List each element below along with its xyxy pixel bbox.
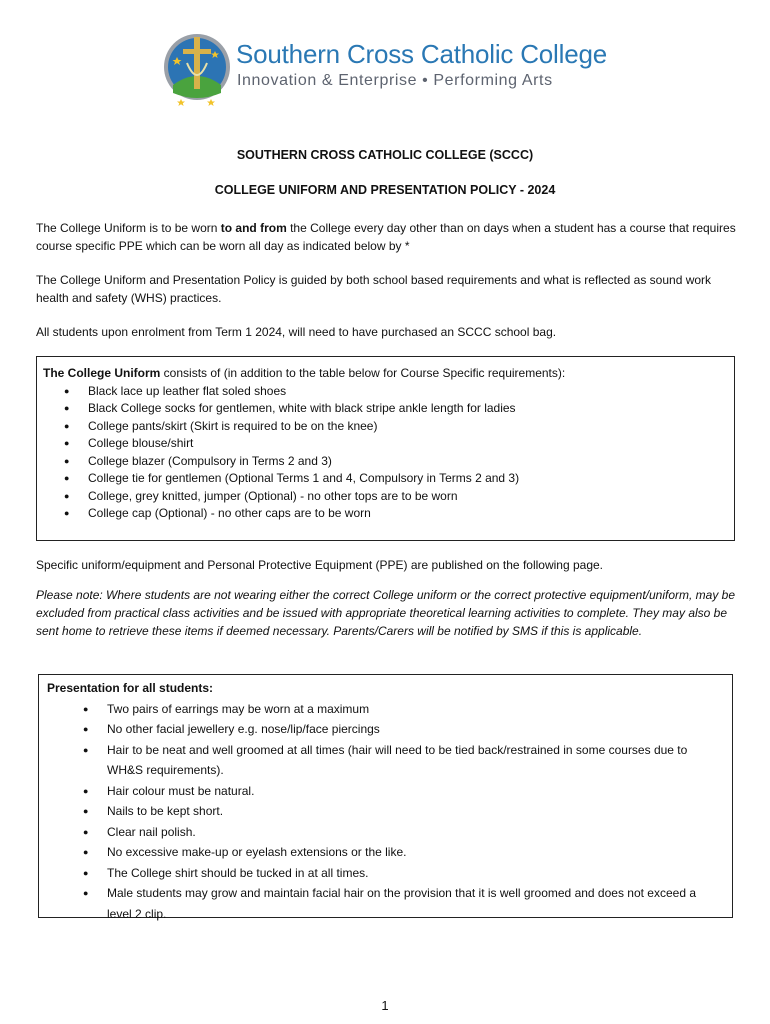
list-item: ● College, grey knitted, jumper (Optional) - no other tops are to be worn xyxy=(43,488,734,506)
presentation-box-title-text: Presentation for all students: xyxy=(47,681,214,695)
list-item: ● College blazer (Compulsory in Terms 2 and 3) xyxy=(43,453,734,471)
list-item: ● The College shirt should be tucked in at all times. xyxy=(47,863,732,884)
ppe-paragraph: Specific uniform/equipment and Personal Protective Equipment (PPE) are published on the following page. xyxy=(36,558,603,572)
uniform-box xyxy=(36,356,735,541)
college-crest-icon xyxy=(163,27,231,112)
list-item: ● Hair colour must be natural. xyxy=(47,781,732,802)
uniform-box-intro: consists of (in addition to the table below for Course Specific requirements): xyxy=(160,366,566,380)
uniform-list xyxy=(43,383,734,523)
list-item: ● Nails to be kept short. xyxy=(47,801,732,822)
page-number: 1 xyxy=(381,998,389,1013)
intro-text-a: The College Uniform is to be worn xyxy=(36,221,221,235)
document-title: SOUTHERN CROSS CATHOLIC COLLEGE (SCCC) xyxy=(236,148,534,162)
logo-tagline: Innovation & Enterprise • Performing Arts xyxy=(237,72,553,89)
note-paragraph: Please note: Where students are not wearing either the correct College uniform or the correct protective equipment/uniform, may be excluded from practical class activities and be issued with appropriate theoretical learning activities to complete. They may also be sent home to retrieve these items if deemed necessary. Parents/Carers will be notified by SMS if this is applicable. xyxy=(36,588,736,638)
list-item: ● College tie for gentlemen (Optional Terms 1 and 4, Compulsory in Terms 2 and 3) xyxy=(43,470,734,488)
list-item: ● College blouse/shirt xyxy=(43,435,734,453)
policy-paragraph: The College Uniform and Presentation Policy is guided by both school based requirements and what is reflected as sound work health and safety (WHS) practices. xyxy=(36,273,712,305)
list-item: ● Male students may grow and maintain facial hair on the provision that it is well groomed and does not exceed a level 2 clip. xyxy=(47,883,732,924)
college-logo xyxy=(163,27,613,112)
presentation-list xyxy=(47,699,732,925)
intro-text-c: the College every day other than on days when a student has a course that requires course specific PPE which can be worn all day as indicated below by * xyxy=(36,221,736,253)
intro-paragraph xyxy=(36,219,736,255)
list-item: ● Clear nail polish. xyxy=(47,822,732,843)
document-subtitle: COLLEGE UNIFORM AND PRESENTATION POLICY - 2024 xyxy=(214,183,556,197)
list-item: ● College pants/skirt (Skirt is required to be on the knee) xyxy=(43,418,734,436)
uniform-box-heading xyxy=(43,365,734,383)
presentation-box xyxy=(38,674,733,921)
list-item: ● Hair to be neat and well groomed at all times (hair will need to be tied back/restrained in some courses due to WH&S requirements). xyxy=(47,740,732,781)
logo-college-name: Southern Cross Catholic College xyxy=(236,39,607,69)
list-item: ● College cap (Optional) - no other caps are to be worn xyxy=(43,505,734,523)
list-item: ● No excessive make-up or eyelash extensions or the like. xyxy=(47,842,732,863)
list-item: ● Black lace up leather flat soled shoes xyxy=(43,383,734,401)
school-bag-paragraph: All students upon enrolment from Term 1 2024, will need to have purchased an SCCC school bag. xyxy=(36,325,557,339)
list-item: ● Two pairs of earrings may be worn at a maximum xyxy=(47,699,732,720)
list-item: ● Black College socks for gentlemen, white with black stripe ankle length for ladies xyxy=(43,400,734,418)
presentation-box-title xyxy=(47,678,732,699)
list-item: ● No other facial jewellery e.g. nose/lip/face piercings xyxy=(47,719,732,740)
uniform-box-title: The College Uniform xyxy=(43,366,161,380)
intro-text-bold: to and from xyxy=(220,221,287,235)
